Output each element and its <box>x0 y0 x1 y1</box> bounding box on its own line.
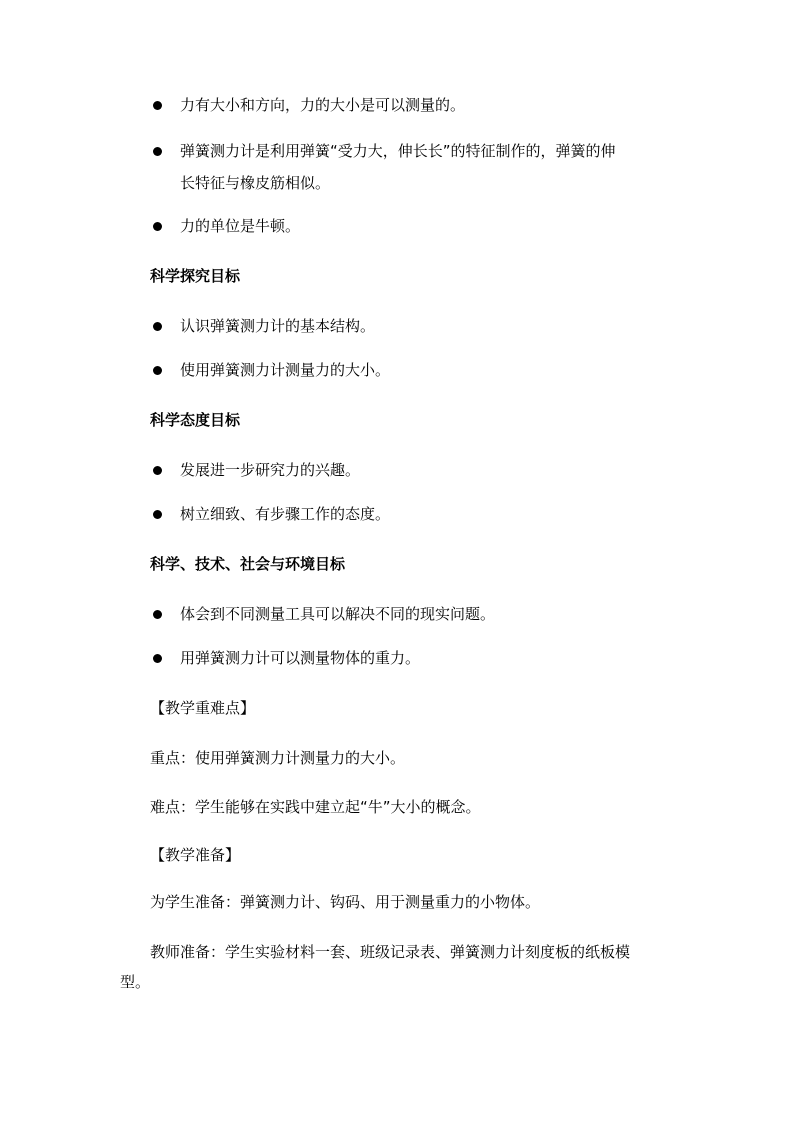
preparation-students: 为学生准备：弹簧测力计、钩码、用于测量重力的小物体。 <box>150 893 541 911</box>
bullet-text: 力的单位是牛顿。 <box>180 217 301 235</box>
section-heading-inquiry: 科学探究目标 <box>150 267 241 285</box>
section-heading-key-points: 【教学重难点】 <box>150 699 256 717</box>
section-heading-attitude: 科学态度目标 <box>150 411 241 429</box>
bullet-icon <box>153 101 162 110</box>
bullet-text: 力有大小和方向，力的大小是可以测量的。 <box>180 96 466 114</box>
bullet-text-continuation: 长特征与橡皮筋相似。 <box>180 174 331 192</box>
bullet-text: 用弹簧测力计可以测量物体的重力。 <box>180 649 421 667</box>
bullet-icon <box>153 222 162 231</box>
key-point-focus: 重点：使用弹簧测力计测量力的大小。 <box>150 749 406 767</box>
bullet-icon <box>153 147 162 156</box>
section-heading-stse: 科学、技术、社会与环境目标 <box>150 555 346 573</box>
bullet-icon <box>153 654 162 663</box>
bullet-text: 发展进一步研究力的兴趣。 <box>180 461 361 479</box>
key-point-difficulty: 难点：学生能够在实践中建立起“牛”大小的概念。 <box>150 798 481 816</box>
section-heading-preparation: 【教学准备】 <box>150 846 241 864</box>
bullet-icon <box>153 322 162 331</box>
preparation-teacher-continuation: 型。 <box>120 973 151 991</box>
bullet-text: 使用弹簧测力计测量力的大小。 <box>180 361 391 379</box>
bullet-text: 弹簧测力计是利用弹簧“受力大，伸长长”的特征制作的，弹簧的伸 <box>180 142 616 160</box>
bullet-icon <box>153 366 162 375</box>
bullet-icon <box>153 466 162 475</box>
bullet-text: 体会到不同测量工具可以解决不同的现实问题。 <box>180 605 496 623</box>
bullet-icon <box>153 510 162 519</box>
bullet-text: 树立细致、有步骤工作的态度。 <box>180 505 391 523</box>
preparation-teacher: 教师准备：学生实验材料一套、班级记录表、弹簧测力计刻度板的纸板模 <box>150 943 631 961</box>
bullet-text: 认识弹簧测力计的基本结构。 <box>180 317 376 335</box>
bullet-icon <box>153 610 162 619</box>
